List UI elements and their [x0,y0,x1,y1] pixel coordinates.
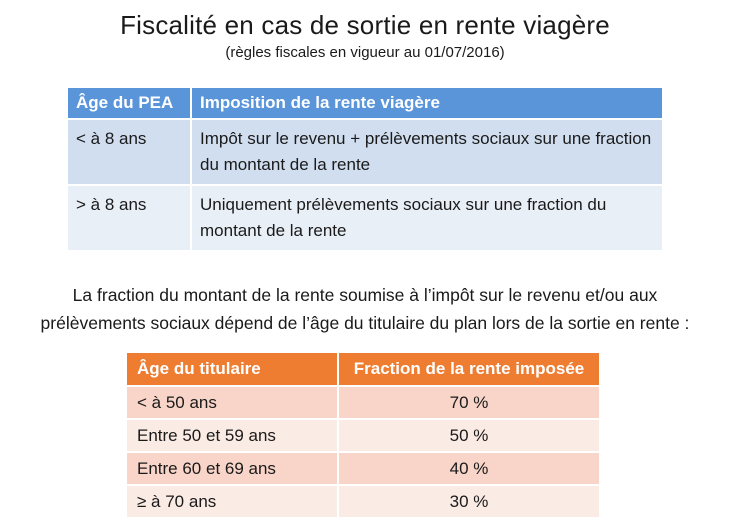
header-taxation: Imposition de la rente viagère [192,88,662,120]
table-row [127,387,599,420]
header-taxed-fraction: Fraction de la rente imposée [339,353,599,387]
cell-taxed-fraction: 70 % [339,387,599,420]
pea-taxation-table [68,88,662,250]
header-pea-age: Âge du PEA [68,88,192,120]
cell-taxation: Uniquement prélèvements sociaux sur une fraction du montant de la rente [192,186,662,250]
cell-pea-age: < à 8 ans [68,120,192,186]
table-header-row [68,88,662,120]
cell-holder-age: Entre 60 et 69 ans [127,453,339,486]
annuity-fraction-table [127,353,599,519]
cell-taxed-fraction: 30 % [339,486,599,519]
paragraph-line: prélèvements sociaux dépend de l’âge du titulaire du plan lors de la sortie en rente : [40,313,690,333]
table-row [127,486,599,519]
paragraph-line: La fraction du montant de la rente soumise à l’impôt sur le revenu et/ou aux [72,285,658,305]
page-subtitle: (règles fiscales en vigueur au 01/07/2016) [225,44,505,61]
cell-taxation: Impôt sur le revenu + prélèvements sociaux sur une fraction du montant de la rente [192,120,662,186]
table-row [68,120,662,186]
cell-holder-age: < à 50 ans [127,387,339,420]
cell-taxed-fraction: 40 % [339,453,599,486]
cell-holder-age: Entre 50 et 59 ans [127,420,339,453]
header-holder-age: Âge du titulaire [127,353,339,387]
cell-pea-age: > à 8 ans [68,186,192,250]
page-title: Fiscalité en cas de sortie en rente viagère [120,10,610,40]
table-header-row [127,353,599,387]
table-row [127,453,599,486]
explanation-paragraph [0,281,730,337]
cell-holder-age: ≥ à 70 ans [127,486,339,519]
cell-taxed-fraction: 50 % [339,420,599,453]
table-row [127,420,599,453]
table-row [68,186,662,250]
